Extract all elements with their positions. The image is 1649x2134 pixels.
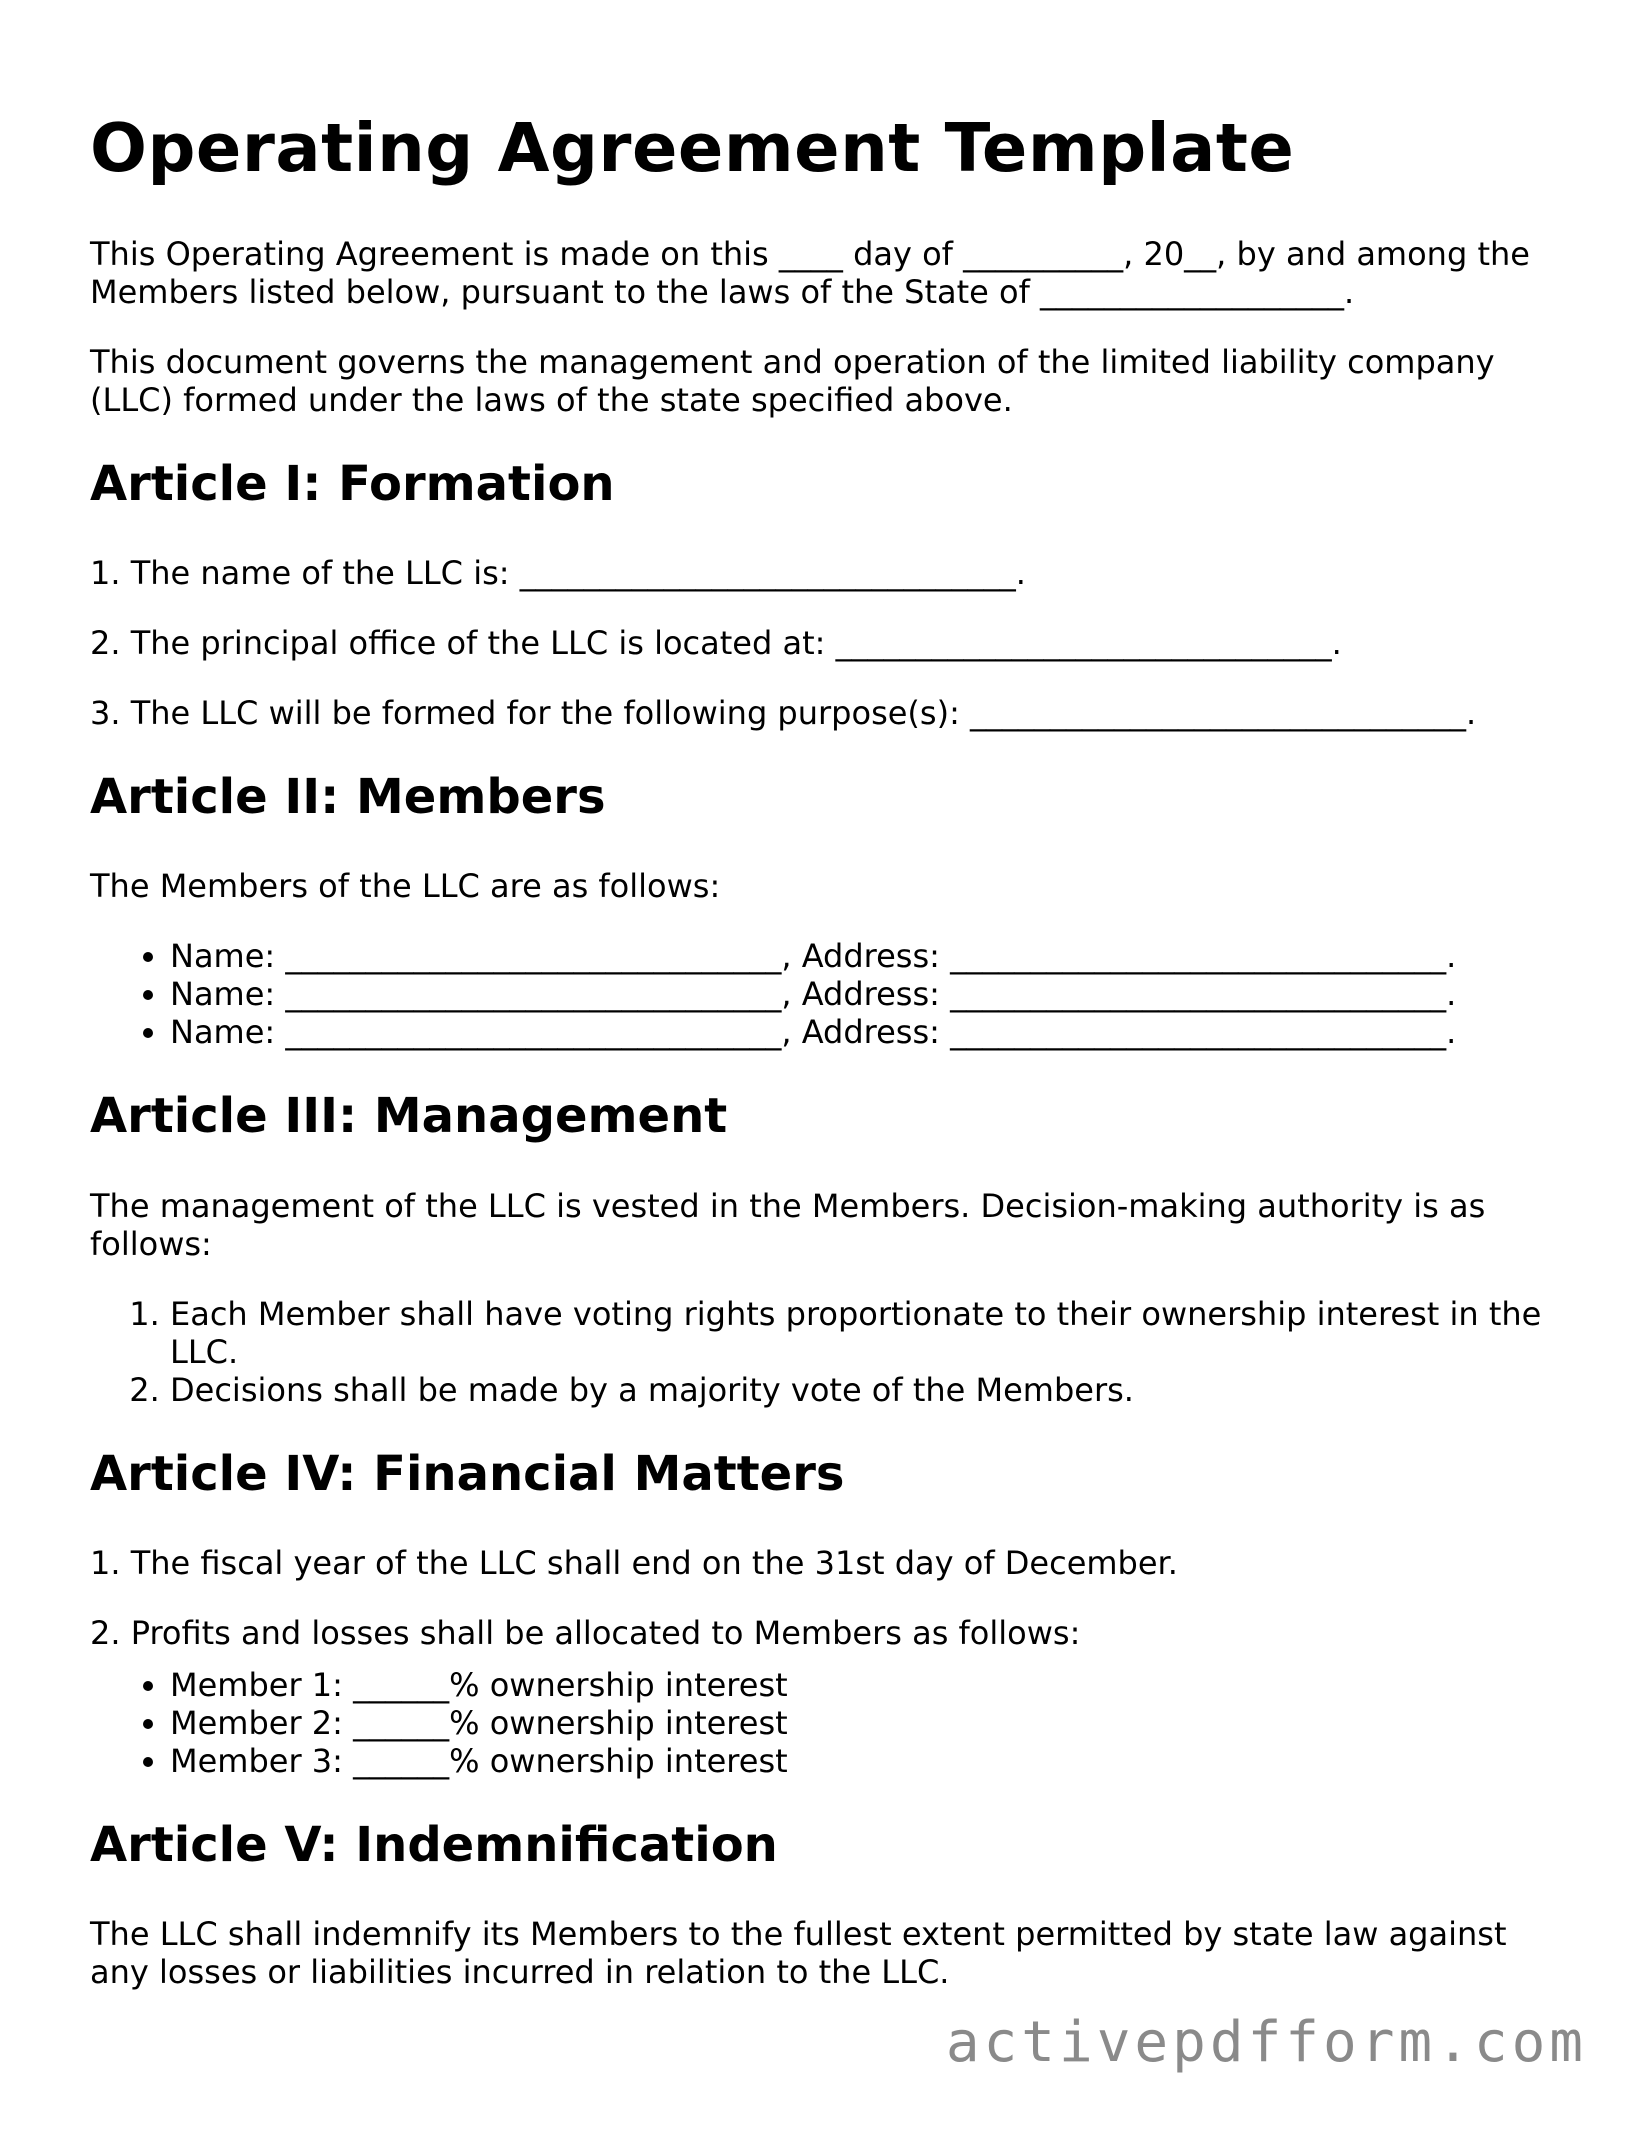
member-entry-3: • Name: _______________________________, Address: _______________________________. <box>170 1013 1570 1051</box>
members-list <box>90 937 1570 1051</box>
management-item-2: 2. Decisions shall be made by a majority vote of the Members. <box>170 1371 1570 1409</box>
document-page <box>90 110 1570 2023</box>
article-1-item-1: 1. The name of the LLC is: _______________________________. <box>90 554 1026 593</box>
allocation-entry-3: • Member 3: ______% ownership interest <box>170 1742 1570 1780</box>
watermark: activepdfform.com <box>945 2010 1587 2075</box>
document-title: Operating Agreement Template <box>90 109 1295 187</box>
article-1-item-2: 2. The principal office of the LLC is located at: _______________________________. <box>90 624 1342 663</box>
allocation-entry-2: • Member 2: ______% ownership interest <box>170 1704 1570 1742</box>
management-item-1: 1. Each Member shall have voting rights proportionate to their ownership interest in the LLC. <box>170 1295 1570 1371</box>
management-list <box>90 1295 1570 1409</box>
article-4-heading: Article IV: Financial Matters <box>90 1445 845 1502</box>
article-2-heading: Article II: Members <box>90 769 606 826</box>
article-4-item-2: 2. Profits and losses shall be allocated to Members as follows: <box>90 1613 1081 1652</box>
article-3-text: The management of the LLC is vested in the Members. Decision-making authority is as follows: <box>90 1186 1486 1263</box>
member-entry-1: • Name: _______________________________, Address: _______________________________. <box>170 937 1570 975</box>
intro-paragraph-2: This document governs the management and operation of the limited liability company (LLC) formed under the laws of the state specified above. <box>90 343 1495 420</box>
article-5-heading: Article V: Indemnification <box>90 1816 778 1873</box>
article-1-item-3: 3. The LLC will be formed for the following purpose(s): _______________________________. <box>90 694 1477 733</box>
article-4-item-1: 1. The fiscal year of the LLC shall end on the 31st day of December. <box>90 1543 1178 1582</box>
allocation-list <box>90 1666 1570 1780</box>
article-5-text: The LLC shall indemnify its Members to the fullest extent permitted by state law against any losses or liabilities incurred in relation to the LLC. <box>90 1914 1507 1991</box>
article-2-text: The Members of the LLC are as follows: <box>90 867 721 906</box>
intro-paragraph-1: This Operating Agreement is made on this ____ day of __________, 20__, by and among the Members listed below, pursuant to the laws of the State of ___________________. <box>90 235 1530 312</box>
allocation-entry-1: • Member 1: ______% ownership interest <box>170 1666 1570 1704</box>
member-entry-2: • Name: _______________________________, Address: _______________________________. <box>170 975 1570 1013</box>
article-1-heading: Article I: Formation <box>90 456 615 513</box>
article-3-heading: Article III: Management <box>90 1088 728 1145</box>
